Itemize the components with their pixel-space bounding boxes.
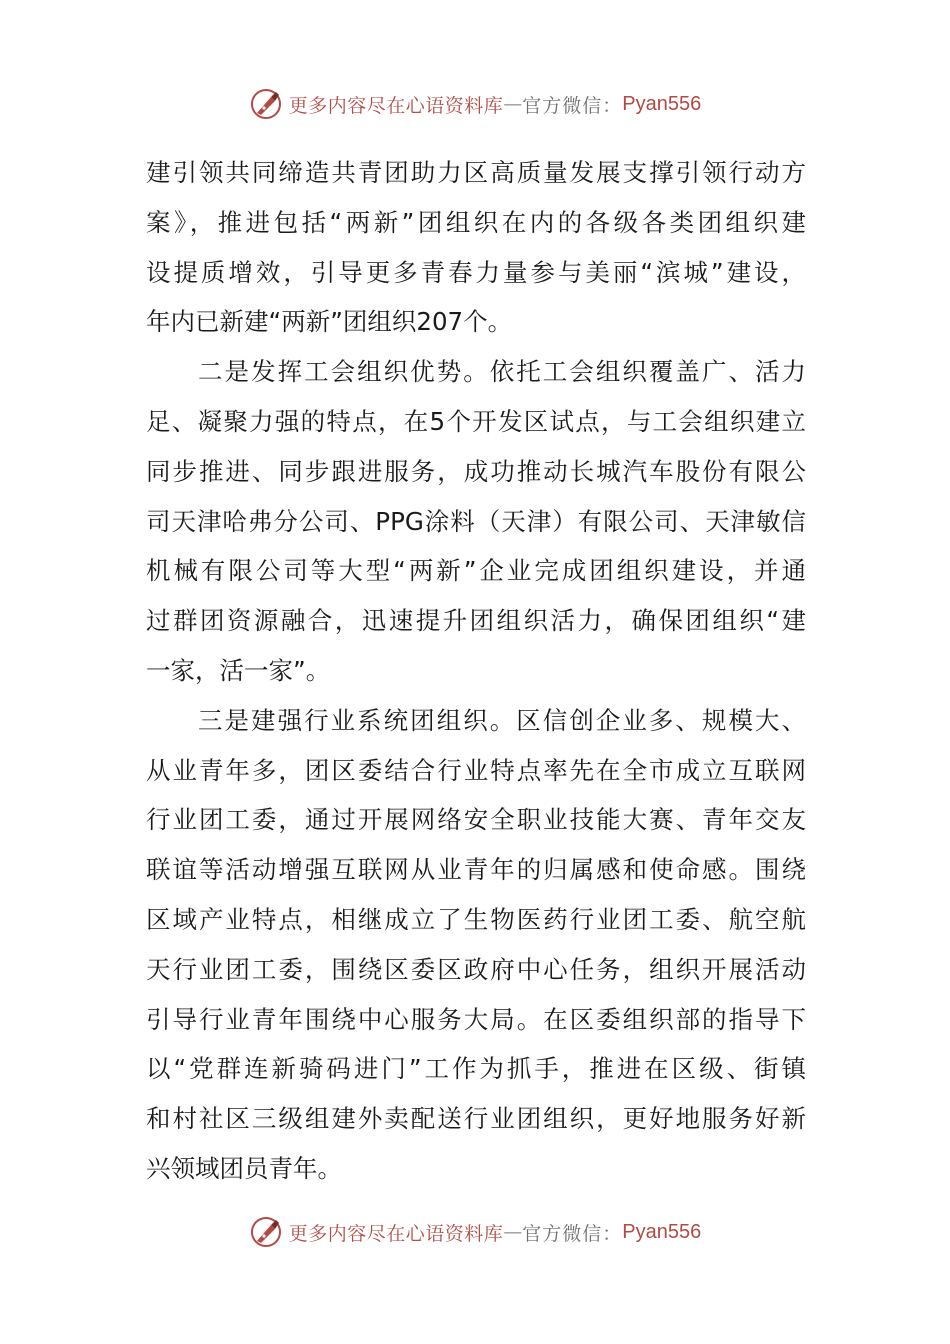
body-line: 引导行业青年围绕中心服务大局。在区委组织部的指导下 (146, 1004, 806, 1034)
header-banner (0, 84, 950, 124)
body-line: 足、凝聚力强的特点，在5个开发区试点，与工会组织建立 (146, 406, 806, 436)
header-wechat-id: Pyan556 (622, 92, 702, 115)
body-line: 年内已新建“两新”团组织207个。 (146, 307, 513, 337)
body-line: 案》，推进包括“两新”团组织在内的各级各类团组织建 (146, 207, 806, 237)
footer-banner-official: 官方微信： (522, 1222, 623, 1245)
body-line: 机械有限公司等大型“两新”企业完成团组织建设，并通 (146, 556, 806, 586)
header-banner-text: 更多内容尽在心语资料库 (288, 94, 504, 117)
footer-banner (0, 1212, 950, 1252)
body-line: 设提质增效，引导更多青春力量参与美丽“滨城”建设， (146, 257, 806, 287)
body-line: 联谊等活动增强互联网从业青年的归属感和使命感。围绕 (146, 855, 806, 885)
header-banner-dash: — (503, 93, 523, 115)
body-line: 行业团工委，通过开展网络安全职业技能大赛、青年交友 (146, 805, 806, 835)
body-line: 一家，活一家”。 (146, 655, 331, 685)
footer-wechat-id: Pyan556 (622, 1220, 702, 1243)
body-line: 和村社区三级组建外卖配送行业团组织，更好地服务好新 (146, 1104, 806, 1134)
paragraph-start-line: 三是建强行业系统团组织。区信创企业多、规模大、 (198, 705, 806, 735)
footer-banner-dash: — (503, 1221, 523, 1243)
paragraph-start-line: 二是发挥工会组织优势。依托工会组织覆盖广、活力 (198, 357, 806, 387)
body-line: 司天津哈弗分公司、PPG涂料（天津）有限公司、天津敏信 (146, 506, 806, 536)
document-body (146, 148, 806, 1194)
body-line: 天行业团工委，围绕区委区政府中心任务，组织开展活动 (146, 954, 806, 984)
footer-banner-text: 更多内容尽在心语资料库 (288, 1222, 504, 1245)
pen-nib-logo-icon (249, 87, 283, 121)
body-line: 区域产业特点，相继成立了生物医药行业团工委、航空航 (146, 904, 806, 934)
pen-nib-logo-icon (249, 1215, 283, 1249)
body-line: 以“党群连新骑码进门”工作为抓手，推进在区级、街镇 (146, 1054, 806, 1084)
body-line: 从业青年多，团区委结合行业特点率先在全市成立互联网 (146, 755, 806, 785)
body-line: 同步推进、同步跟进服务，成功推动长城汽车股份有限公 (146, 456, 806, 486)
body-line: 建引领共同缔造共青团助力区高质量发展支撑引领行动方 (146, 158, 806, 187)
body-line: 兴领域团员青年。 (146, 1153, 342, 1183)
body-line: 过群团资源融合，迅速提升团组织活力，确保团组织“建 (146, 606, 806, 636)
header-banner-official: 官方微信： (522, 94, 623, 117)
